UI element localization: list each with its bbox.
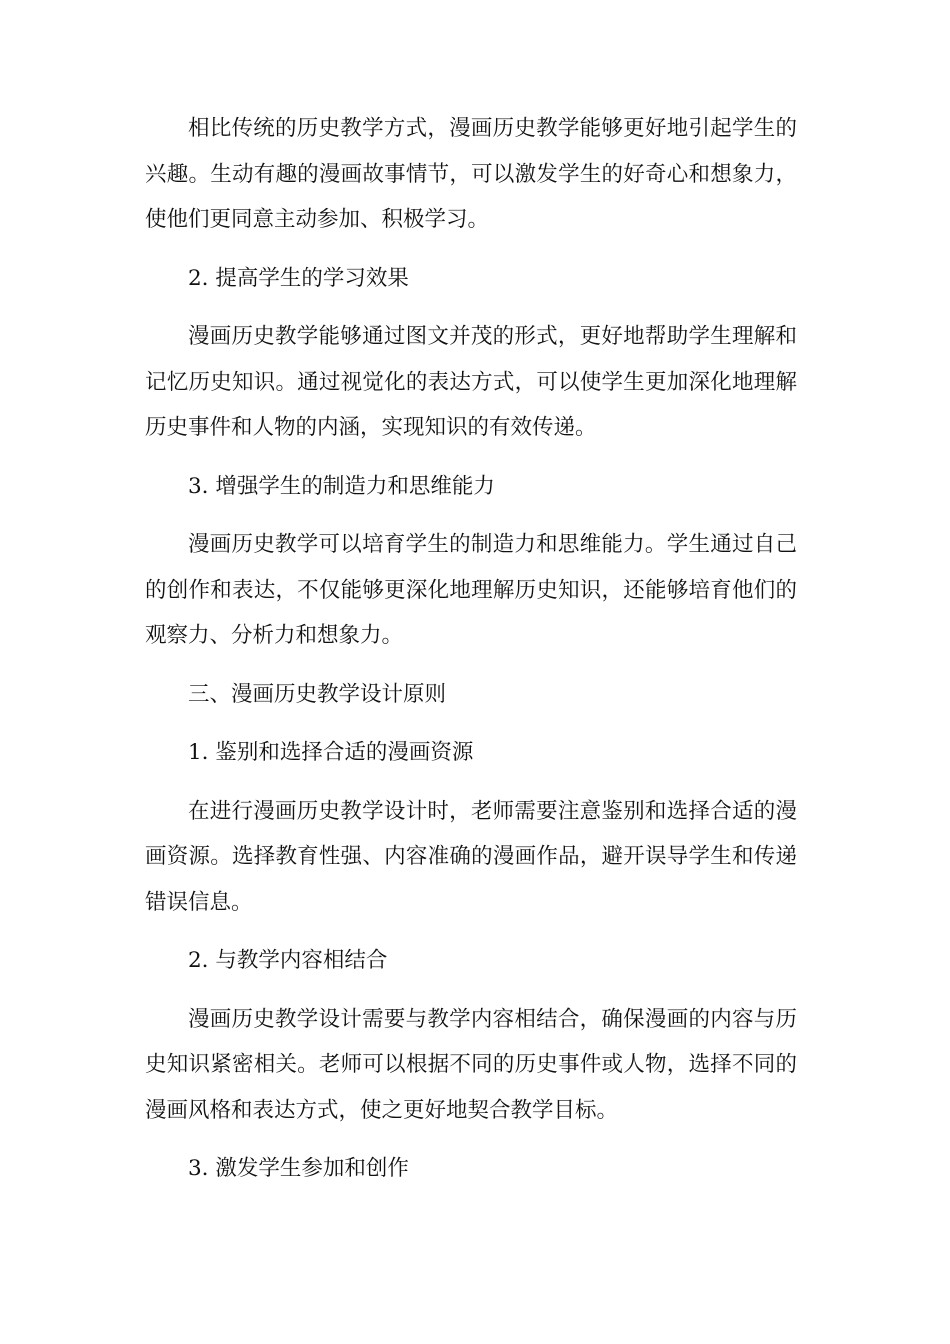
paragraph-combine-content: 漫画历史教学设计需要与教学内容相结合，确保漫画的内容与历史知识紧密相关。老师可以根据不同的历史事件或人物，选择不同的漫画风格和表达方式，使之更好地契合教学目标。 [145,1006,797,1123]
heading-design-principles: 三、漫画历史教学设计原则 [188,681,447,707]
heading-select-resources: 1. 鉴别和选择合适的漫画资源 [188,740,474,765]
heading-participation: 3. 激发学生参加和创作 [188,1156,409,1181]
heading-learning-effect: 2. 提高学生的学习效果 [188,265,409,291]
heading-creativity: 3. 增强学生的制造力和思维能力 [188,473,495,499]
document-page [145,106,797,1205]
paragraph-select-resources: 在进行漫画历史教学设计时，老师需要注意鉴别和选择合适的漫画资源。选择教育性强、内容准确的漫画作品，避开误导学生和传递错误信息。 [145,798,797,915]
heading-combine-content: 2. 与教学内容相结合 [188,948,388,973]
paragraph-interest: 相比传统的历史教学方式，漫画历史教学能够更好地引起学生的兴趣。生动有趣的漫画故事情节，可以激发学生的好奇心和想象力，使他们更同意主动参加、积极学习。 [145,116,797,232]
paragraph-learning-effect: 漫画历史教学能够通过图文并茂的形式，更好地帮助学生理解和记忆历史知识。通过视觉化的表达方式，可以使学生更加深化地理解历史事件和人物的内涵，实现知识的有效传递。 [145,324,797,440]
paragraph-creativity: 漫画历史教学可以培育学生的制造力和思维能力。学生通过自己的创作和表达，不仅能够更深化地理解历史知识，还能够培育他们的观察力、分析力和想象力。 [145,532,797,648]
